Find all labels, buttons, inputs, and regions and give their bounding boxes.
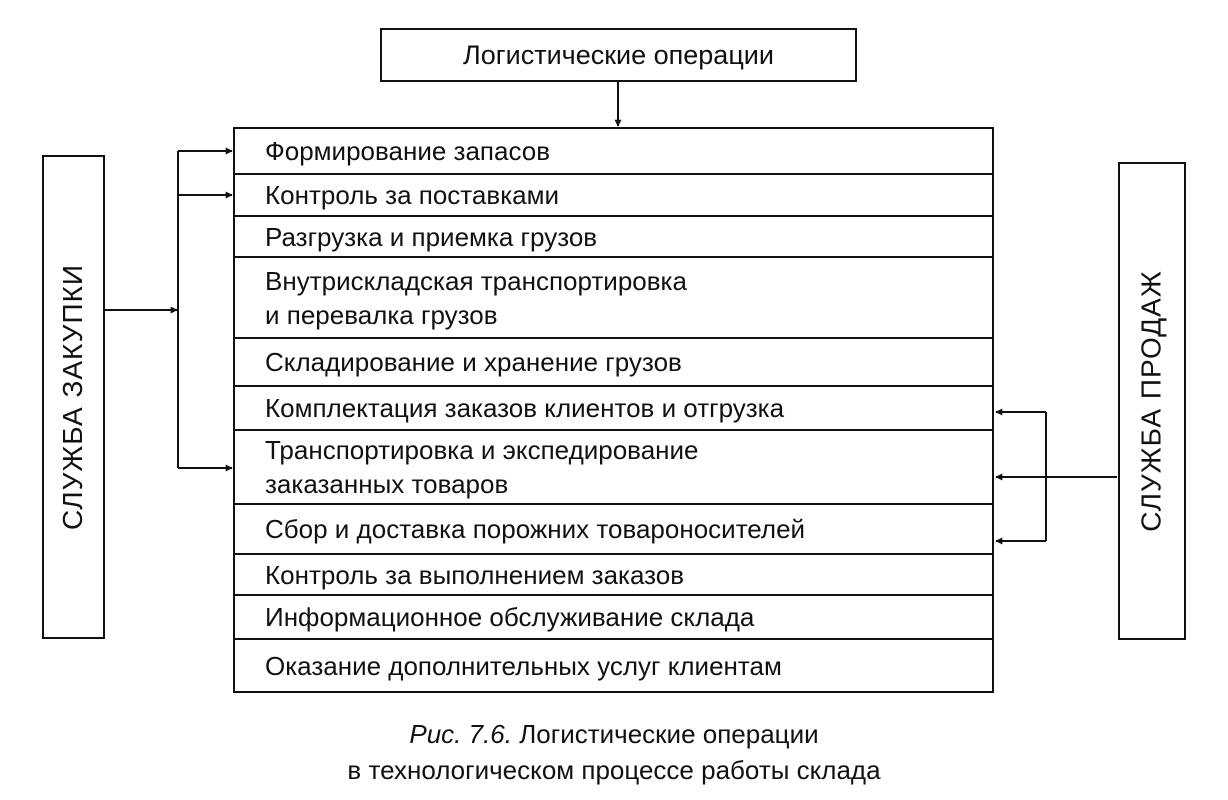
operation-text: Транспортировка и экспедирование xyxy=(265,435,699,465)
operation-text: Оказание дополнительных услуг клиентам xyxy=(265,650,782,681)
operation-text: Разгрузка и приемка грузов xyxy=(265,221,598,252)
caption-line-1 xyxy=(0,716,1228,752)
purchasing-service-label: СЛУЖБА ЗАКУПКИ xyxy=(57,263,89,531)
operation-text: Информационное обслуживание склада xyxy=(265,602,755,632)
title-text: Логистические операции xyxy=(463,39,774,70)
operation-text: и перевалка грузов xyxy=(265,299,498,330)
caption-title: Логистические операции xyxy=(519,719,819,749)
caption-line-2: в технологическом процессе работы склада xyxy=(347,755,881,785)
operation-text: Внутрискладская транспортировка xyxy=(265,265,687,296)
operation-text: Формирование запасов xyxy=(265,136,551,166)
operation-text: Контроль за поставками xyxy=(265,180,559,210)
operation-text: Сбор и доставка порожних товароносителей xyxy=(265,514,806,544)
operation-text: Комплектация заказов клиентов и отгрузка xyxy=(265,393,785,423)
figure-caption xyxy=(0,716,1228,788)
sales-service-label: СЛУЖБА ПРОДАЖ xyxy=(1136,270,1167,532)
operation-text: Складирование и хранение грузов xyxy=(265,347,682,377)
figure-label: Рис. 7.6. xyxy=(409,719,512,749)
operation-text: Контроль за выполнением заказов xyxy=(265,559,685,590)
operation-text: заказанных товаров xyxy=(265,469,509,499)
